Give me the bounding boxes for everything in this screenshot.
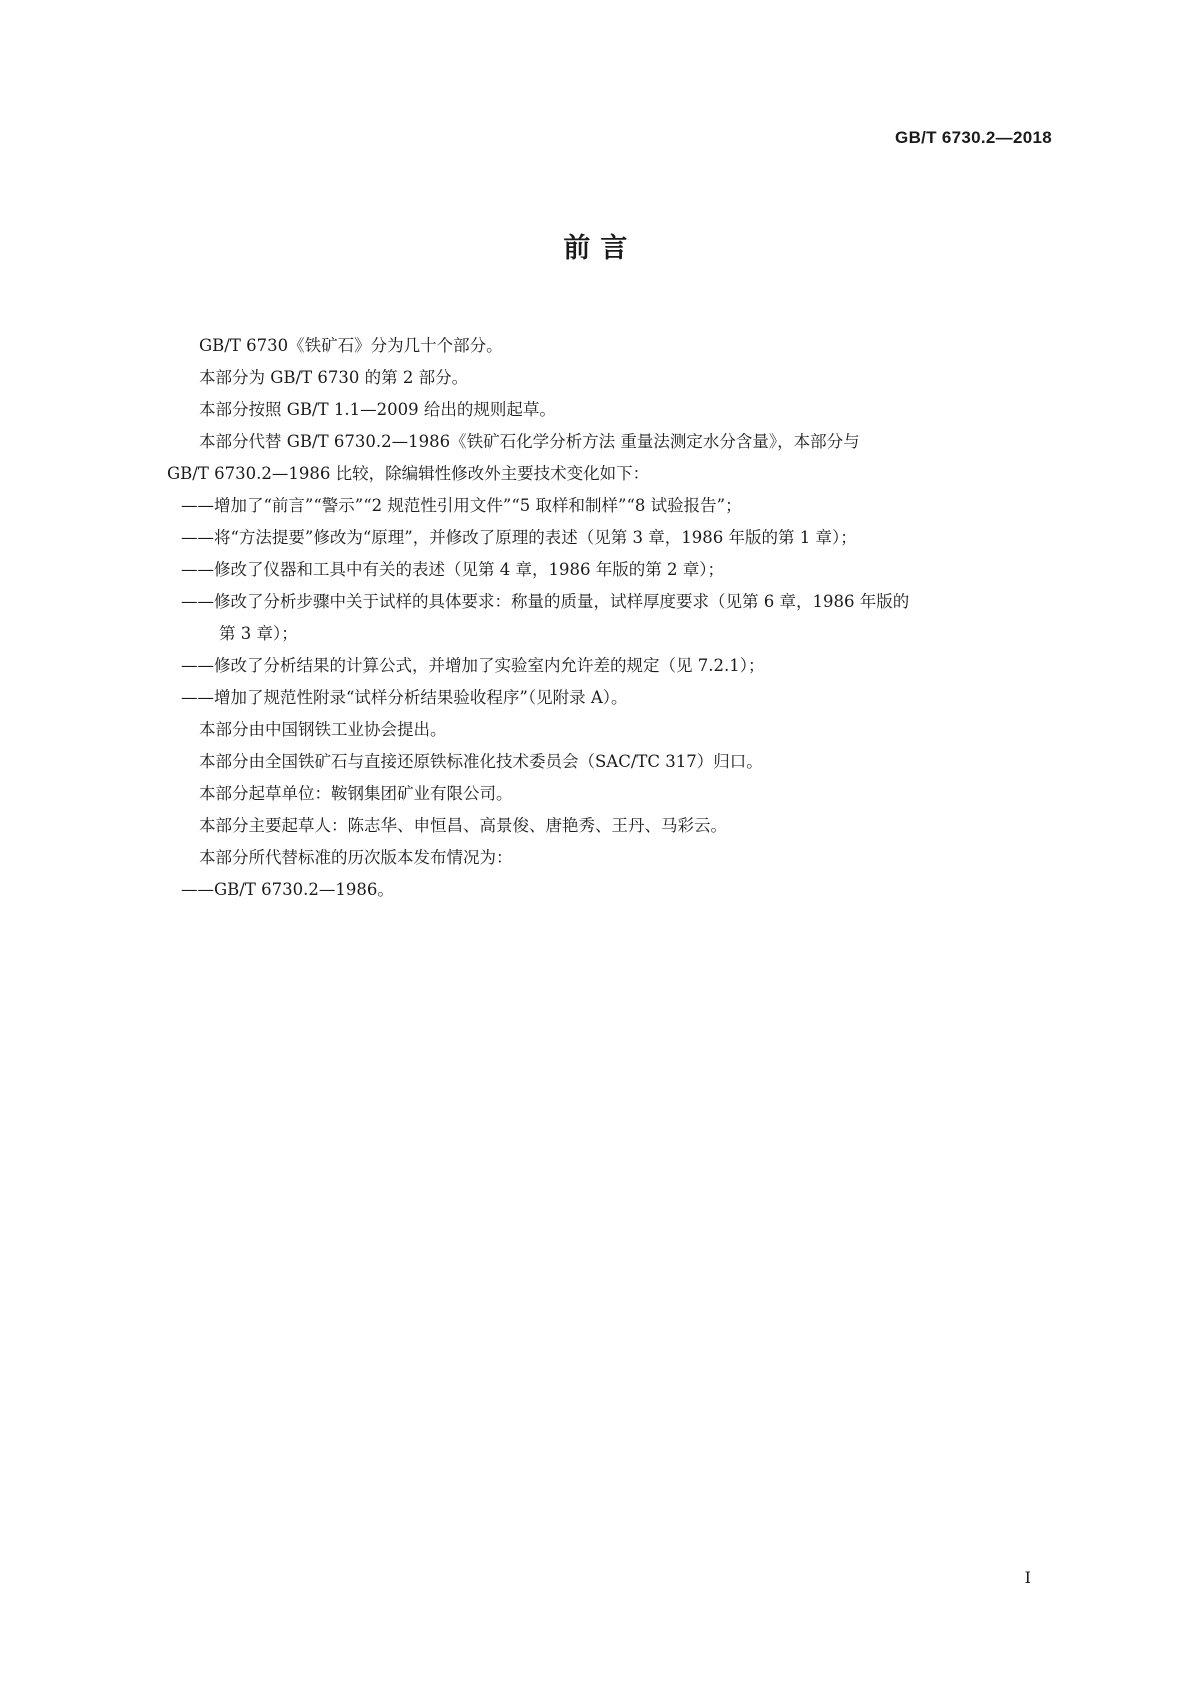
paragraph-line: GB/T 6730《铁矿石》分为几十个部分。 — [199, 336, 503, 355]
change-list-item: ——将“方法提要”修改为“原理”，并修改了原理的表述（见第 3 章，1986 年版的第 1 章）； — [181, 528, 857, 547]
change-list-item: ——增加了“前言”“警示”“2 规范性引用文件”“5 取样和制样”“8 试验报告”； — [181, 496, 742, 515]
paragraph-line: 本部分为 GB/T 6730 的第 2 部分。 — [199, 368, 469, 387]
history-list-item: ——GB/T 6730.2—1986。 — [181, 880, 394, 899]
paragraph-line: 本部分按照 GB/T 1.1—2009 给出的规则起草。 — [199, 400, 556, 419]
change-list-item: ——增加了规范性附录“试样分析结果验收程序”（见附录 A）。 — [181, 688, 628, 707]
change-list-item: ——修改了分析步骤中关于试样的具体要求：称量的质量，试样厚度要求（见第 6 章，1986 年版的 — [181, 592, 910, 611]
paragraph-line: 本部分由全国铁矿石与直接还原铁标准化技术委员会（SAC/TC 317）归口。 — [199, 752, 763, 771]
paragraph-line: 本部分所代替标准的历次版本发布情况为： — [199, 848, 513, 867]
paragraph-line: 本部分起草单位：鞍钢集团矿业有限公司。 — [199, 784, 513, 803]
paragraph-line: 本部分主要起草人：陈志华、申恒昌、高景俊、唐艳秀、王丹、马彩云。 — [199, 816, 727, 835]
paragraph-continuation-line: GB/T 6730.2—1986 比较，除编辑性修改外主要技术变化如下： — [167, 464, 650, 483]
page-title: 前 言 — [563, 233, 628, 264]
foreword-body — [167, 330, 1057, 906]
document-code: GB/T 6730.2—2018 — [895, 128, 1052, 147]
change-list-item: ——修改了仪器和工具中有关的表述（见第 4 章，1986 年版的第 2 章）； — [181, 560, 724, 579]
change-list-item: ——修改了分析结果的计算公式，并增加了实验室内允许差的规定（见 7.2.1）； — [181, 656, 765, 675]
paragraph-line: 本部分由中国钢铁工业协会提出。 — [199, 720, 447, 739]
change-list-item-continuation: 第 3 章）； — [219, 624, 298, 643]
paragraph-line: 本部分代替 GB/T 6730.2—1986《铁矿石化学分析方法 重量法测定水分含量》，本部分与 — [199, 432, 860, 451]
page-number: I — [1024, 1568, 1031, 1587]
